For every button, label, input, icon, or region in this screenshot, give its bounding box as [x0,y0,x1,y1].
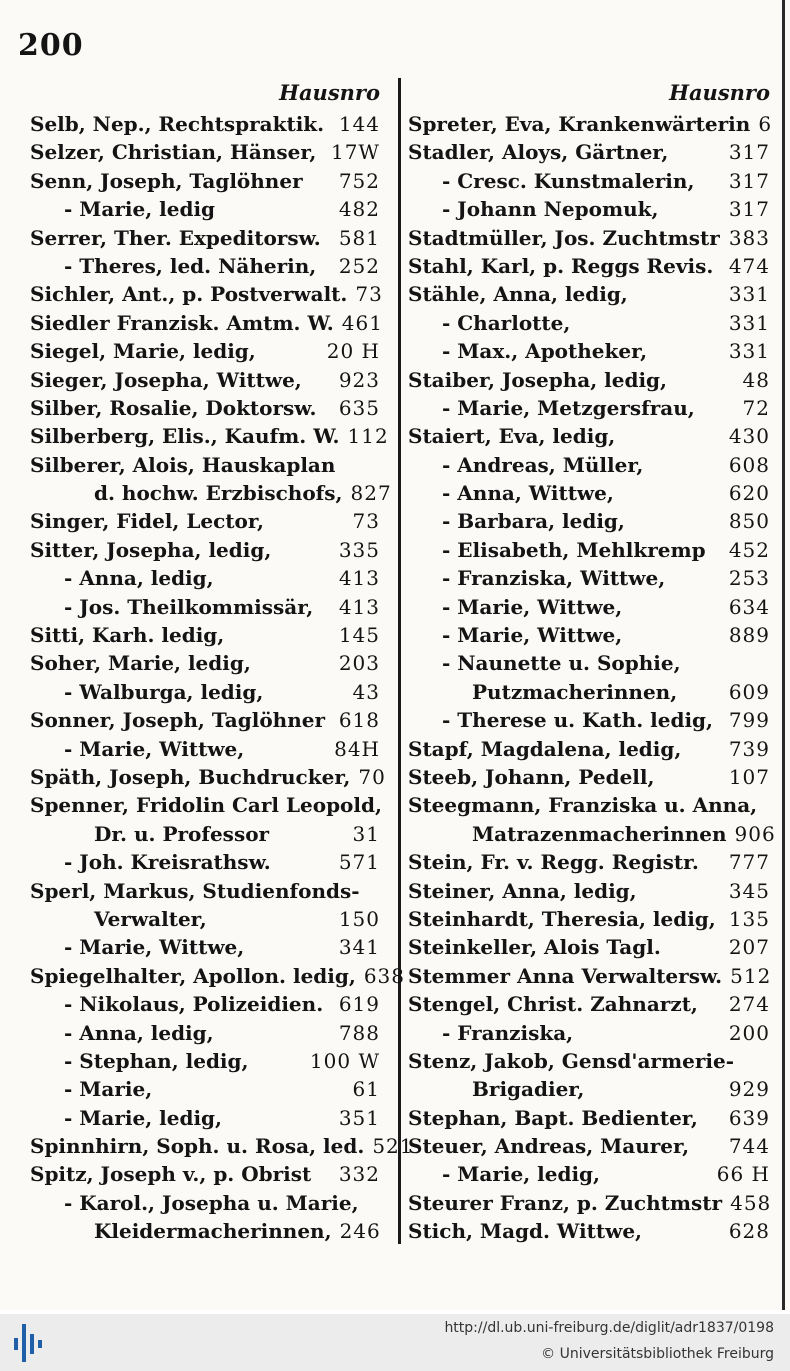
house-number: 200 [728,1020,770,1045]
entry-name: Spreter, Eva, Krankenwärterin [408,112,751,136]
house-number: 341 [338,935,380,960]
page-number: 200 [18,28,84,63]
house-number: 413 [338,594,380,619]
house-number: 739 [728,736,770,761]
directory-entry [30,280,383,308]
entry-name: Putzmacherinnen, [472,679,678,704]
directory-entry [30,962,406,990]
entry-name: Sichler, Ant., p. Postverwalt. [30,282,348,307]
house-number: 135 [728,906,770,931]
entry-name: - Anna, Wittwe, [442,481,614,506]
house-number: 61 [352,1077,380,1102]
directory-entry [408,337,770,365]
directory-entry [30,848,380,876]
house-number: 929 [728,1077,770,1102]
entry-name: Stapf, Magdalena, ledig, [408,736,682,761]
directory-entry [30,1047,380,1075]
entry-name: Matrazenmacherinnen [472,821,727,846]
house-number: 317 [728,168,770,193]
directory-entry [408,1160,770,1188]
house-number: 335 [338,537,380,562]
directory-entry [408,877,770,905]
directory-entry [408,1075,770,1103]
house-number: 788 [338,1020,380,1045]
permalink-url[interactable]: http://dl.ub.uni-freiburg.de/diglit/adr1837/0198 [444,1320,774,1336]
directory-entry [30,110,380,138]
directory-entry [30,593,380,621]
house-number: 482 [338,197,380,222]
house-number: 253 [728,566,770,591]
house-number: 609 [728,679,770,704]
entry-name: - Anna, ledig, [64,566,214,591]
directory-entry [30,621,380,649]
right-column [408,76,776,1246]
directory-entry [408,1189,770,1217]
entry-name: Brigadier, [472,1077,585,1102]
house-number: 66 H [716,1162,770,1187]
entry-name: Serrer, Ther. Expeditorsw. [30,225,321,250]
entry-name: - Nikolaus, Polizeidien. [64,992,324,1017]
directory-entry [408,195,770,223]
directory-entry [30,1104,380,1132]
directory-entry [408,252,770,280]
entry-name: - Cresc. Kunstmalerin, [442,168,695,193]
entry-name: Sitter, Josepha, ledig, [30,537,272,562]
house-number: 70 [358,764,386,789]
directory-entry [408,138,770,166]
entry-name: Stemmer Anna Verwaltersw. [408,963,723,988]
copyright-notice: © Universitätsbibliothek Freiburg [541,1346,774,1362]
directory-entry [408,224,770,252]
entry-name: Stich, Magd. Wittwe, [408,1219,643,1244]
house-number: 207 [728,935,770,960]
house-number: 331 [728,282,770,307]
entry-name: - Karol., Josepha u. Marie, [64,1190,359,1215]
directory-entry [30,167,380,195]
entry-name: - Elisabeth, Mehlkremp [442,537,706,562]
entry-name: - Marie, Metzgersfrau, [442,395,695,420]
entry-name: Steeb, Johann, Pedell, [408,764,655,789]
entry-name: - Naunette u. Sophie, [442,651,681,676]
directory-entry [30,337,380,365]
house-number: 638 [363,963,406,988]
house-number: 628 [728,1219,770,1244]
entry-name: Singer, Fidel, Lector, [30,509,264,534]
house-number: 144 [338,112,380,136]
directory-entry [30,735,380,763]
entry-name: Spitz, Joseph v., p. Obrist [30,1162,312,1187]
entry-name: Stähle, Anna, ledig, [408,282,628,307]
entry-name: Stengel, Christ. Zahnarzt, [408,992,698,1017]
entry-name: Senn, Joseph, Taglöhner [30,168,303,193]
house-number: 752 [338,168,380,193]
entry-name: Spiegelhalter, Apollon. ledig, [30,963,356,988]
house-number: 850 [728,509,770,534]
house-number: 317 [728,140,770,165]
entry-name: Siedler Franzisk. Amtm. W. [30,310,334,335]
directory-entry [30,1075,380,1103]
entry-name: - Marie, ledig [64,197,216,222]
house-number: 150 [338,906,380,931]
directory-entry [408,422,770,450]
directory-entry [408,791,770,819]
house-number: 461 [341,310,383,335]
directory-entry [408,649,770,677]
directory-entry [408,1047,770,1075]
directory-entry [408,110,773,138]
directory-entry [30,451,380,479]
left-column [30,76,414,1246]
directory-entry [30,877,380,905]
entry-name: - Johann Nepomuk, [442,197,659,222]
directory-entry [408,621,770,649]
entry-name: - Marie, Wittwe, [442,623,623,648]
entry-name: - Andreas, Müller, [442,452,644,477]
house-number: 84H [334,736,380,761]
directory-entry [408,933,770,961]
house-number: 634 [728,594,770,619]
directory-entry [408,593,770,621]
entry-name: Steegmann, Franziska u. Anna, [408,793,758,818]
house-number: 889 [728,623,770,648]
house-number: 112 [347,424,389,449]
directory-entry [408,1019,770,1047]
house-number: 635 [338,395,380,420]
directory-entry [30,394,380,422]
directory-entry [30,564,380,592]
entry-name: d. hochw. Erzbischofs, [94,481,343,506]
house-number: 452 [728,537,770,562]
house-number: 43 [352,679,380,704]
directory-entry [30,678,380,706]
entry-name: Staiert, Eva, ledig, [408,424,616,449]
entry-name: Steiner, Anna, ledig, [408,878,637,903]
directory-entry [30,366,380,394]
directory-entry [30,536,380,564]
entry-name: - Therese u. Kath. ledig, [442,708,713,733]
directory-entry [408,309,770,337]
directory-entry [30,791,380,819]
directory-entry [30,1160,380,1188]
library-logo-icon [14,1324,44,1362]
directory-entry [30,507,380,535]
directory-entry [30,422,389,450]
entry-name: Späth, Joseph, Buchdrucker, [30,764,351,789]
house-number: 73 [355,282,383,307]
entry-name: Steinhardt, Theresia, ledig, [408,906,716,931]
directory-entry [408,536,770,564]
house-number: 618 [338,708,380,733]
entry-name: Soher, Marie, ledig, [30,651,251,676]
directory-entry [408,564,770,592]
entry-name: - Theres, led. Näherin, [64,253,317,278]
entry-name: Staiber, Josepha, ledig, [408,367,668,392]
entry-name: Stahl, Karl, p. Reggs Revis. [408,253,714,278]
directory-entry [408,1104,770,1132]
entry-name: - Marie, ledig, [64,1105,222,1130]
entry-name: Stadtmüller, Jos. Zuchtmstr [408,225,720,250]
house-number: 512 [730,963,772,988]
house-number: 107 [728,764,770,789]
entry-name: Sieger, Josepha, Wittwe, [30,367,302,392]
directory-entry [408,479,770,507]
entry-name: Sperl, Markus, Studienfonds- [30,878,360,903]
directory-entry [408,280,770,308]
entry-name: Steinkeller, Alois Tagl. [408,935,661,960]
house-number: 581 [338,225,380,250]
entry-name: - Marie, ledig, [442,1162,600,1187]
house-number: 906 [734,821,776,846]
entry-name: Stenz, Jakob, Gensd'armerie- [408,1048,735,1073]
directory-entry [30,990,380,1018]
house-number: 48 [742,367,770,392]
house-number: 639 [728,1105,770,1130]
house-number: 145 [338,623,380,648]
directory-entry [408,1217,770,1245]
directory-entry [408,1132,770,1160]
house-number: 521 [372,1134,414,1159]
entry-name: Sitti, Karh. ledig, [30,623,225,648]
house-number: 72 [742,395,770,420]
page-edge-rule [782,0,785,1310]
directory-entry [30,479,392,507]
house-number: 73 [352,509,380,534]
house-number: 620 [728,481,770,506]
directory-entry [408,990,770,1018]
left-entry-list [30,110,414,1246]
house-number: 331 [728,310,770,335]
entry-name: - Charlotte, [442,310,571,335]
house-number: 430 [728,424,770,449]
house-number: 6 [758,112,773,136]
directory-entry [30,905,380,933]
entry-name: - Marie, Wittwe, [442,594,623,619]
directory-entry [408,366,770,394]
entry-name: Siegel, Marie, ledig, [30,339,256,364]
house-number: 20 H [326,339,380,364]
directory-entry [30,1217,380,1245]
house-number: 474 [728,253,770,278]
entry-name: - Franziska, Wittwe, [442,566,666,591]
directory-entry [30,706,380,734]
house-number: 351 [338,1105,380,1130]
directory-entry [30,933,380,961]
house-number: 827 [350,481,392,506]
directory-entry [408,451,770,479]
directory-entry [408,763,770,791]
entry-name: Selb, Nep., Rechtspraktik. [30,112,325,136]
directory-entry [408,962,770,990]
left-column-header: Hausnro [279,80,380,105]
entry-name: Sonner, Joseph, Taglöhner [30,708,326,733]
directory-entry [30,309,383,337]
house-number: 317 [728,197,770,222]
house-number: 923 [338,367,380,392]
directory-entry [408,820,776,848]
entry-name: - Stephan, ledig, [64,1048,249,1073]
directory-entry [30,820,380,848]
directory-entry [30,224,380,252]
directory-entry [30,1189,380,1217]
entry-name: - Marie, Wittwe, [64,736,245,761]
directory-entry [30,252,380,280]
directory-entry [30,763,386,791]
viewer-footer [0,1314,790,1371]
directory-entry [408,167,770,195]
directory-entry [408,678,770,706]
entry-name: Silberberg, Elis., Kaufm. W. [30,424,340,449]
entry-name: Spenner, Fridolin Carl Leopold, [30,793,382,818]
entry-name: Stephan, Bapt. Bedienter, [408,1105,698,1130]
entry-name: Steurer Franz, p. Zuchtmstr [408,1190,723,1215]
entry-name: Kleidermacherinnen, [94,1219,332,1244]
house-number: 17W [330,140,380,165]
entry-name: Spinnhirn, Soph. u. Rosa, led. [30,1134,365,1159]
directory-entry [30,1132,414,1160]
column-divider [398,78,401,1244]
directory-entry [408,507,770,535]
house-number: 744 [728,1134,770,1159]
directory-entry [408,394,770,422]
directory-entry [408,848,770,876]
right-entry-list [408,110,776,1246]
house-number: 100 W [309,1048,380,1073]
entry-name: - Walburga, ledig, [64,679,264,704]
entry-name: Verwalter, [94,906,207,931]
entry-name: Stein, Fr. v. Regg. Registr. [408,850,699,875]
entry-name: Silberer, Alois, Hauskaplan [30,452,336,477]
house-number: 777 [728,850,770,875]
entry-name: Silber, Rosalie, Doktorsw. [30,395,317,420]
house-number: 571 [338,850,380,875]
house-number: 246 [339,1219,381,1244]
entry-name: Steuer, Andreas, Maurer, [408,1134,690,1159]
directory-entry [408,735,770,763]
house-number: 458 [730,1190,772,1215]
directory-entry [30,649,380,677]
directory-entry [30,195,380,223]
entry-name: - Marie, [64,1077,153,1102]
entry-name: - Anna, ledig, [64,1020,214,1045]
entry-name: - Franziska, [442,1020,574,1045]
house-number: 203 [338,651,380,676]
house-number: 413 [338,566,380,591]
house-number: 383 [728,225,770,250]
directory-entry [30,138,380,166]
house-number: 799 [728,708,770,733]
entry-name: - Marie, Wittwe, [64,935,245,960]
entry-name: Dr. u. Professor [94,821,270,846]
house-number: 332 [338,1162,380,1187]
house-number: 608 [728,452,770,477]
entry-name: Selzer, Christian, Hänser, [30,140,317,165]
house-number: 274 [728,992,770,1017]
directory-entry [408,706,770,734]
house-number: 331 [728,339,770,364]
right-column-header: Hausnro [669,80,770,105]
entry-name: - Joh. Kreisrathsw. [64,850,271,875]
entry-name: - Jos. Theilkommissär, [64,594,314,619]
house-number: 252 [338,253,380,278]
directory-entry [408,905,770,933]
house-number: 619 [338,992,380,1017]
entry-name: Stadler, Aloys, Gärtner, [408,140,669,165]
house-number: 345 [728,878,770,903]
entry-name: - Barbara, ledig, [442,509,625,534]
house-number: 31 [352,821,380,846]
directory-entry [30,1019,380,1047]
entry-name: - Max., Apotheker, [442,339,648,364]
